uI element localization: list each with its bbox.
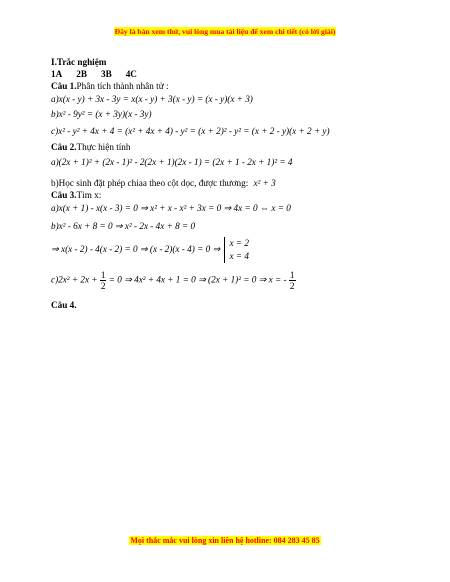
- preview-notice-banner: [0, 27, 450, 36]
- question-2a: a)(2x + 1)² + (2x - 1)² - 2(2x + 1)(2x - 1) = (2x + 1 - 2x + 1)² = 4: [51, 157, 293, 167]
- question-2b-text: b)Học sinh đặt phép chiaa theo cột dọc, được thương:: [51, 178, 249, 188]
- question-1b: b)x² - 9y² = (x + 3y)(x - 3y): [51, 109, 152, 119]
- question-3c-middle: = 0 ⇒ 4x² + 4x + 1 = 0 ⇒ (2x + 1)² = 0 ⇒ x = -: [108, 274, 287, 285]
- question-1a: a)x(x - y) + 3x - 3y = x(x - y) + 3(x - y) = (x - y)(x + 3): [51, 94, 253, 104]
- question-3-label: Câu 3.: [51, 190, 77, 200]
- question-1c: c)x² - y² + 4x + 4 = (x² + 4x + 4) - y² = (x + 2)² - y² = (x + 2 - y)(x + 2 + y): [51, 126, 330, 136]
- question-2-heading: [51, 142, 131, 152]
- fraction-denominator: 2: [100, 281, 106, 291]
- question-3c-start: c)2x² + 2x +: [51, 274, 98, 285]
- question-2-label: Câu 2.: [51, 142, 77, 152]
- hotline-notice: [0, 536, 450, 545]
- solution-case-1: x = 2: [229, 238, 249, 248]
- section-title: I.Trắc nghiệm: [51, 57, 107, 67]
- question-2b: [51, 178, 276, 188]
- question-3c: [51, 270, 296, 291]
- result-denominator: 2: [289, 281, 295, 291]
- answer-1: 1A: [51, 69, 63, 79]
- question-3a: a)x(x + 1) - x(x - 3) = 0 ⇒ x² + x - x² + 3x = 0 ⇒ 4x = 0 ⇔ x = 0: [51, 203, 291, 213]
- answer-2: 2B: [76, 69, 87, 79]
- answer-key: [51, 69, 151, 79]
- question-3b-line1: b)x² - 6x + 8 = 0 ⇒ x² - 2x - 4x + 8 = 0: [51, 221, 196, 231]
- question-4-label: Câu 4.: [51, 300, 77, 310]
- fraction-one-half: [100, 270, 107, 291]
- question-2b-quotient: x² + 3: [253, 178, 276, 188]
- question-3-text: Tìm x:: [76, 190, 102, 200]
- fraction-result: [289, 270, 296, 291]
- result-numerator: 1: [289, 270, 295, 280]
- question-2-text: Thực hiện tính: [76, 142, 131, 152]
- answer-4: 4C: [125, 69, 137, 79]
- fraction-numerator: 1: [100, 270, 106, 280]
- question-1-text: Phân tích thành nhân tử :: [76, 81, 169, 91]
- answer-3: 3B: [100, 69, 112, 79]
- question-3-heading: [51, 190, 101, 200]
- question-1-heading: [51, 81, 169, 91]
- solution-case-2: x = 4: [229, 251, 249, 261]
- question-1-label: Câu 1.: [51, 81, 77, 91]
- question-3b-line2: [51, 237, 249, 263]
- question-3b-step: ⇒ x(x - 2) - 4(x - 2) = 0 ⇒ (x - 2)(x - 4) = 0 ⇒: [51, 244, 221, 255]
- solution-brace: [224, 237, 248, 263]
- preview-notice-text: Đây là bản xem thử, vui lòng mua tài liệu để xem chi tiết (có lời giải): [114, 27, 336, 36]
- hotline-text: Mọi thắc mắc vui lòng xin liên hệ hotline: 084 283 45 85: [130, 536, 320, 545]
